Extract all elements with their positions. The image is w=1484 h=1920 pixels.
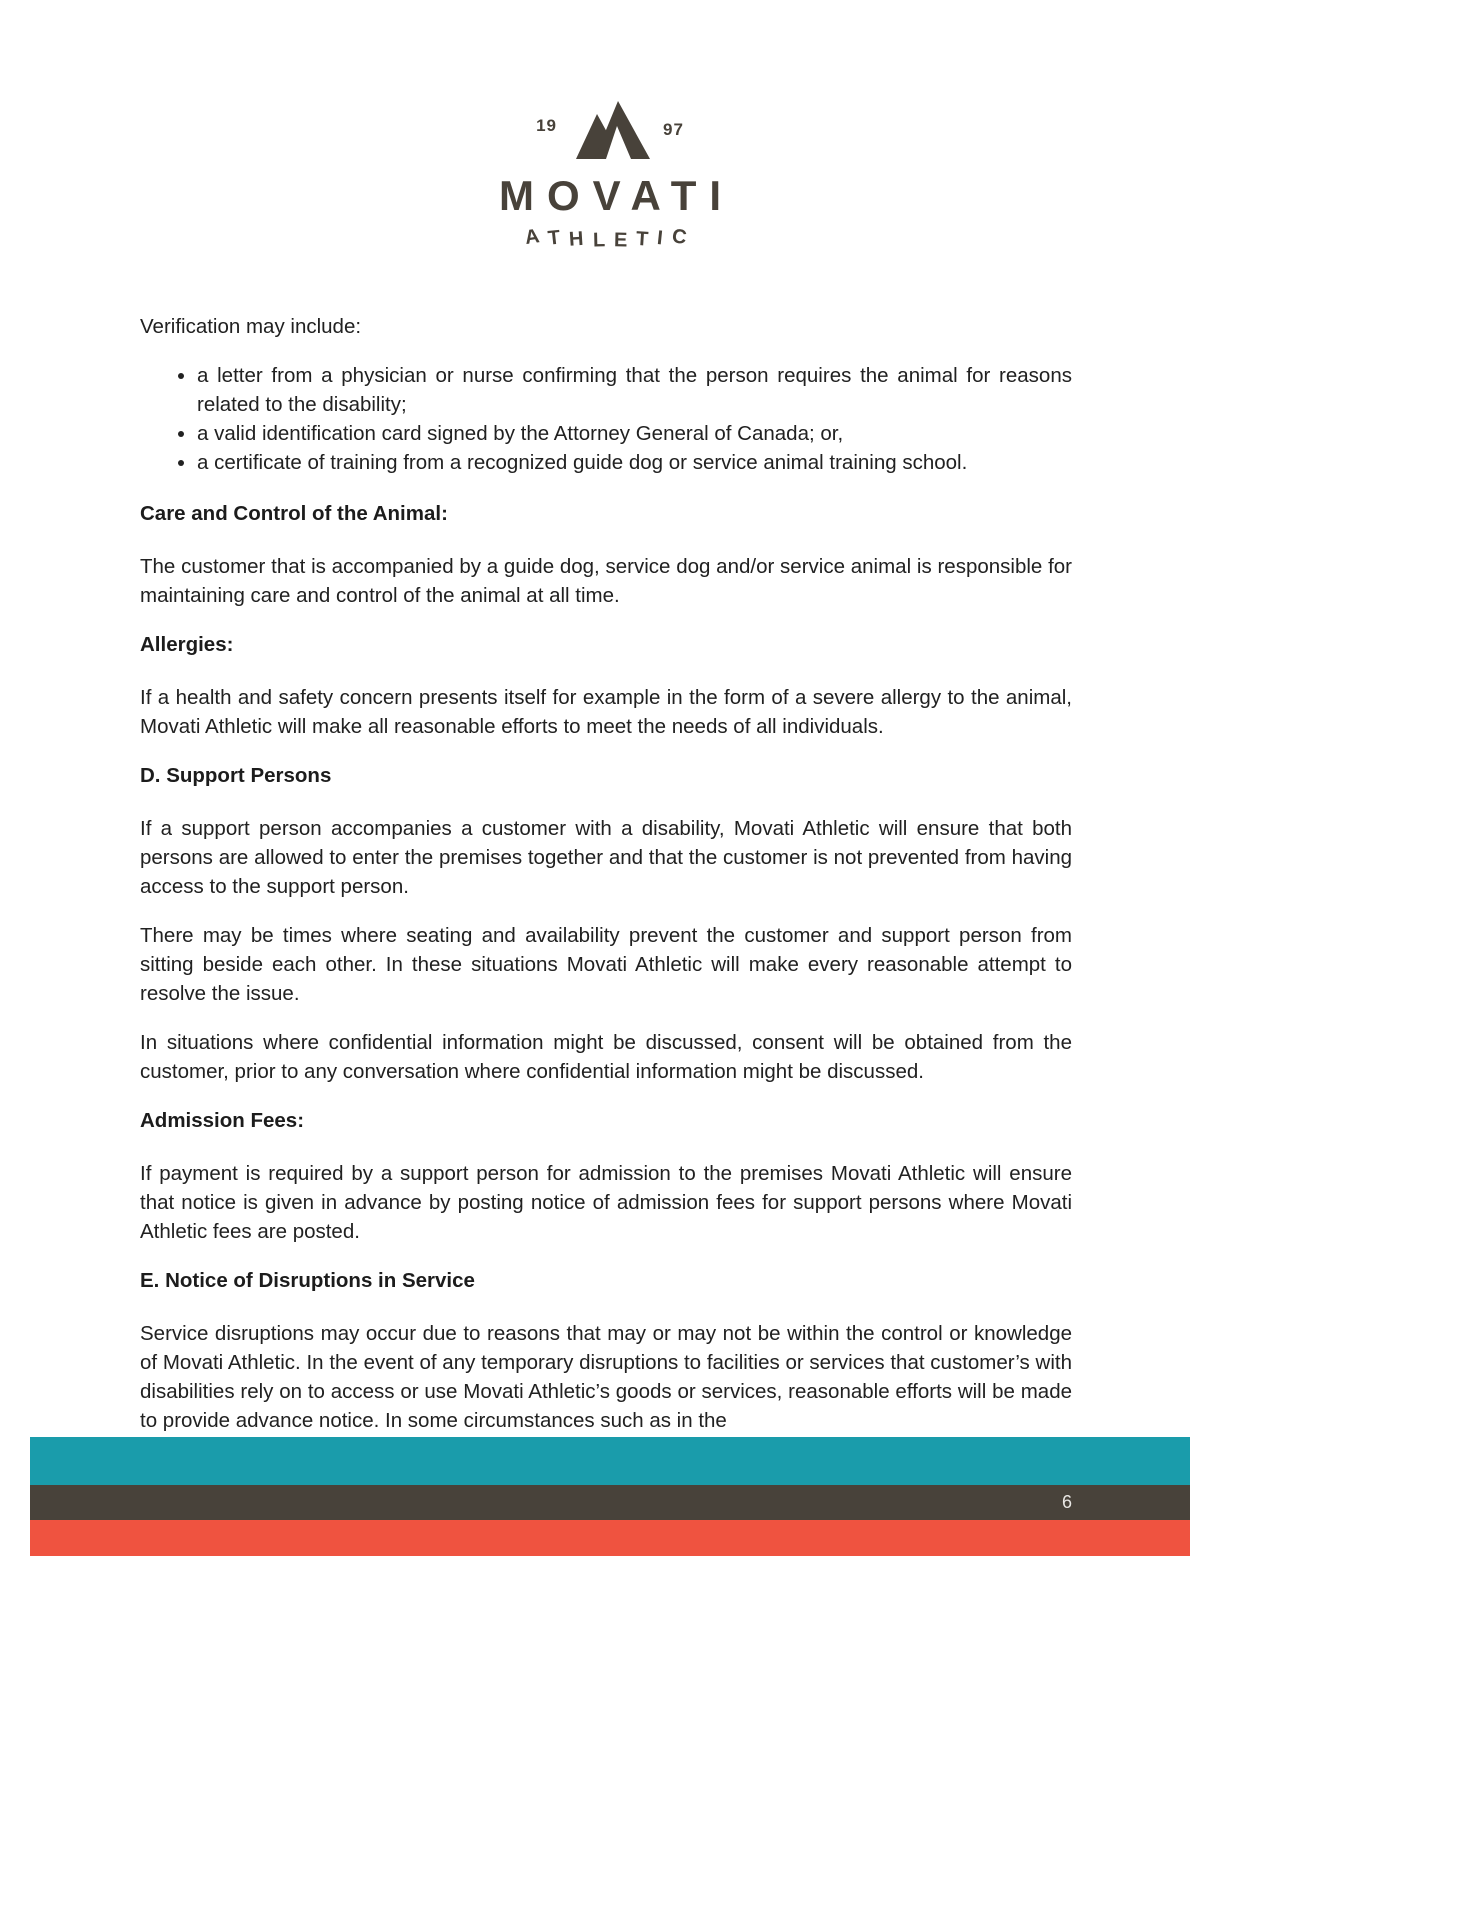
body-text <box>140 312 1072 1435</box>
list-item: • a certificate of training from a recognized guide dog or service animal training school. <box>197 448 1072 477</box>
list-item: • a letter from a physician or nurse confirming that the person requires the animal for reasons related to the disability; <box>197 361 1072 419</box>
paragraph: In situations where confidential information might be discussed, consent will be obtained from the customer, prior to any conversation where confidential information might be discussed. <box>140 1031 1072 1083</box>
page-number: 6 <box>1061 1492 1072 1512</box>
logo-wordmark: MOVATI <box>498 172 735 219</box>
footer-bars <box>30 1437 1190 1556</box>
verification-bullet-list <box>140 361 1072 477</box>
logo-year-right: 97 <box>663 120 684 139</box>
logo-year-left: 19 <box>536 116 557 135</box>
footer-bar-dark <box>30 1485 1190 1520</box>
paragraph: There may be times where seating and availability prevent the customer and support person from sitting beside each other. In these situations Movati Athletic will make every reasonable attempt to resolve the issue. <box>140 924 1072 1005</box>
brand-logo <box>30 100 1190 264</box>
section-care-and-control <box>140 499 1072 610</box>
section-allergies <box>140 630 1072 741</box>
footer-bar-red <box>30 1520 1190 1556</box>
document-content <box>30 0 1190 1920</box>
section-heading: Care and Control of the Animal: <box>140 502 448 525</box>
paragraph: If a support person accompanies a customer with a disability, Movati Athletic will ensure that both persons are allowed to enter the premises together and that the customer is not prevented from having access to the support person. <box>140 817 1072 898</box>
section-heading: D. Support Persons <box>140 764 332 787</box>
intro-line: Verification may include: <box>140 315 362 338</box>
paragraph: If a health and safety concern presents itself for example in the form of a severe allergy to the animal, Movati Athletic will make all reasonable efforts to meet the needs of all individuals. <box>140 686 1072 738</box>
section-heading: Admission Fees: <box>140 1109 305 1132</box>
logo-mark-row <box>30 100 1190 166</box>
section-admission-fees <box>140 1106 1072 1246</box>
mountain-icon <box>562 100 658 162</box>
paragraph: If payment is required by a support person for admission to the premises Movati Athletic will ensure that notice is given in advance by posting notice of admission fees for support persons where Movati Athletic fees are posted. <box>140 1162 1072 1243</box>
section-heading: Allergies: <box>140 633 234 656</box>
paragraph: The customer that is accompanied by a guide dog, service dog and/or service animal is responsible for maintaining care and control of the animal at all time. <box>140 555 1072 607</box>
section-notice-of-disruptions <box>140 1266 1072 1435</box>
section-heading: E. Notice of Disruptions in Service <box>140 1269 475 1292</box>
list-item: • a valid identification card signed by the Attorney General of Canada; or, <box>197 419 1072 448</box>
paragraph: Service disruptions may occur due to reasons that may or may not be within the control or knowledge of Movati Athletic. In the event of any temporary disruptions to facilities or services that customer’s with disabilities rely on to access or use Movati Athletic’s goods or services, reasonable efforts will be made to provide advance notice. In some circumstances such as in the <box>140 1322 1072 1432</box>
section-support-persons <box>140 761 1072 1086</box>
logo-subtext: A T H L E T I C <box>522 225 689 252</box>
footer-bar-teal <box>30 1437 1190 1485</box>
